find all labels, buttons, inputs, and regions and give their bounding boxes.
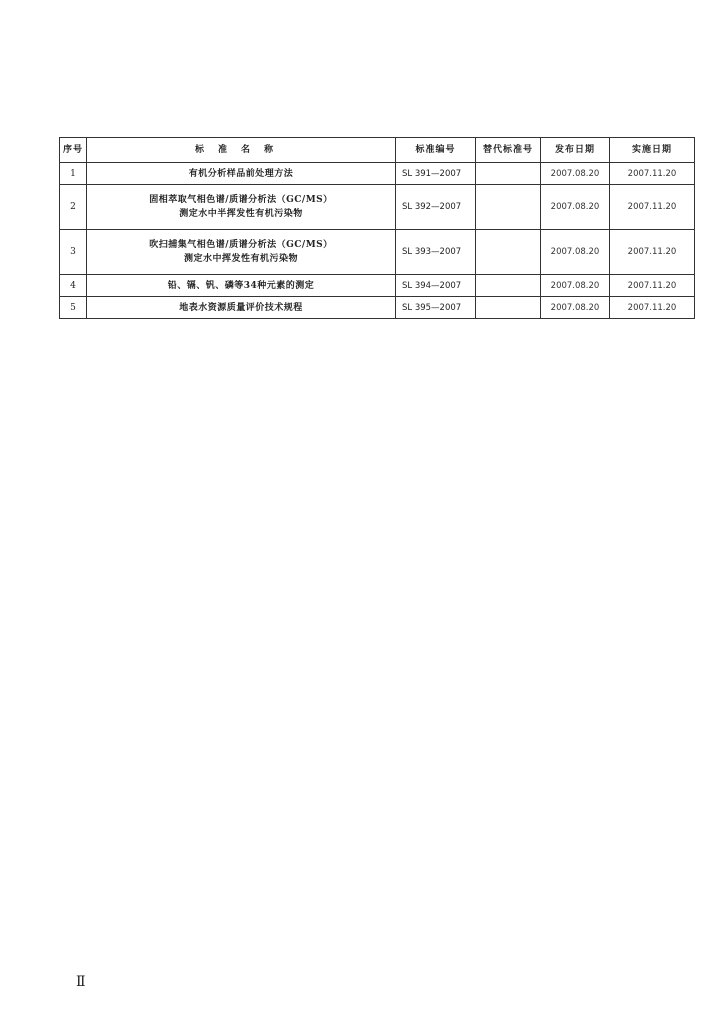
header-impl-date: 实施日期 [610, 138, 695, 163]
table-row [60, 275, 695, 297]
row-replaced [476, 275, 541, 297]
row-seq: 5 [60, 297, 87, 319]
row-name-line: 测定水中挥发性有机污染物 [183, 254, 298, 264]
header-issue-date: 发布日期 [541, 138, 610, 163]
header-replaced: 替代标准号 [476, 138, 541, 163]
row-impl-date: 2007.11.20 [610, 230, 695, 275]
row-name [87, 163, 396, 185]
row-replaced [476, 230, 541, 275]
header-name: 标准名称 [87, 138, 396, 163]
row-seq: 2 [60, 185, 87, 230]
row-code: SL 391—2007 [396, 163, 476, 185]
table-row [60, 297, 695, 319]
table-header-row [60, 138, 695, 163]
row-name-line: 铅、镉、钒、磷等34种元素的测定 [167, 280, 315, 291]
row-issue-date: 2007.08.20 [541, 275, 610, 297]
row-name-line: 地表水资源质量评价技术规程 [179, 302, 303, 313]
row-code: SL 395—2007 [396, 297, 476, 319]
row-code: SL 392—2007 [396, 185, 476, 230]
row-issue-date: 2007.08.20 [541, 297, 610, 319]
table-row [60, 230, 695, 275]
row-name-line: 吹扫捕集气相色谱/质谱分析法（GC/MS） [149, 240, 333, 250]
page-number: Ⅱ [76, 974, 85, 990]
row-name-line: 固相萃取气相色谱/质谱分析法（GC/MS） [149, 195, 333, 205]
row-impl-date: 2007.11.20 [610, 163, 695, 185]
row-name [87, 297, 396, 319]
row-replaced [476, 163, 541, 185]
table-row [60, 185, 695, 230]
row-issue-date: 2007.08.20 [541, 185, 610, 230]
row-issue-date: 2007.08.20 [541, 230, 610, 275]
row-seq: 3 [60, 230, 87, 275]
table-row [60, 163, 695, 185]
header-seq: 序号 [60, 138, 87, 163]
row-replaced [476, 185, 541, 230]
row-replaced [476, 297, 541, 319]
row-impl-date: 2007.11.20 [610, 185, 695, 230]
row-name [87, 185, 396, 230]
row-name-line: 测定水中半挥发性有机污染物 [179, 209, 303, 219]
row-seq: 1 [60, 163, 87, 185]
row-code: SL 394—2007 [396, 275, 476, 297]
row-seq: 4 [60, 275, 87, 297]
row-impl-date: 2007.11.20 [610, 275, 695, 297]
row-impl-date: 2007.11.20 [610, 297, 695, 319]
row-name [87, 230, 396, 275]
row-name [87, 275, 396, 297]
row-name-line: 有机分析样品前处理方法 [188, 168, 294, 179]
standards-table-container [59, 137, 677, 319]
header-code: 标准编号 [396, 138, 476, 163]
row-code: SL 393—2007 [396, 230, 476, 275]
row-issue-date: 2007.08.20 [541, 163, 610, 185]
standards-table [59, 137, 695, 319]
